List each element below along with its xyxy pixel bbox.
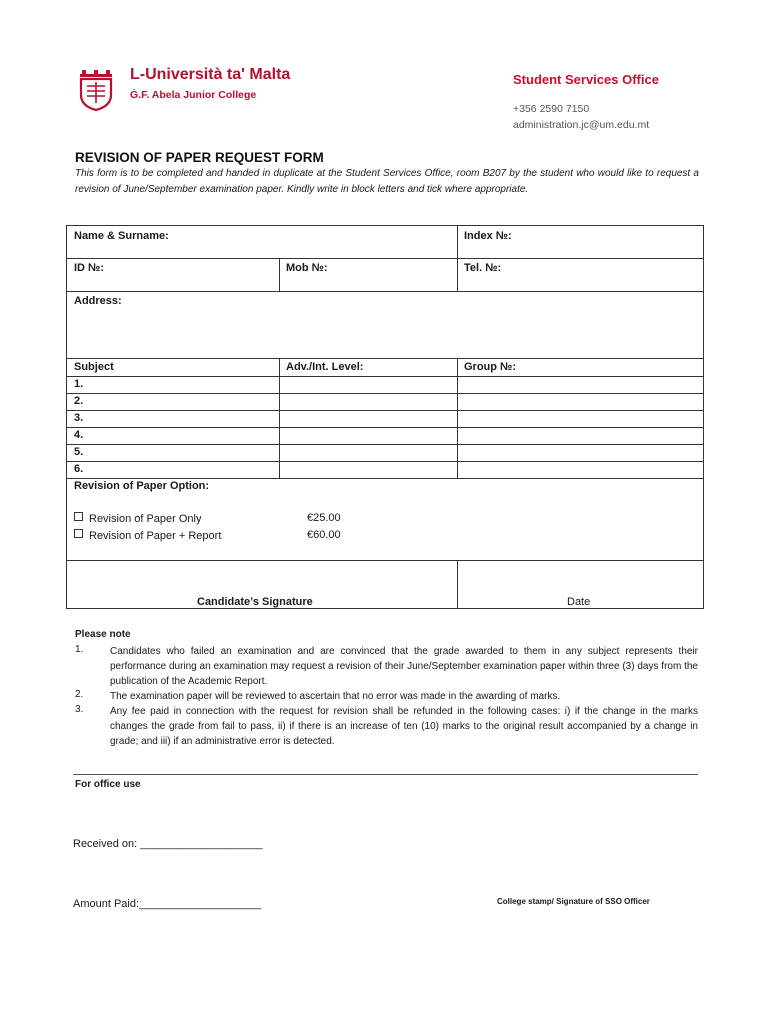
notes-heading: Please note — [75, 629, 131, 640]
tel-no-label: Tel. №: — [464, 262, 502, 274]
university-crest-logo — [79, 69, 113, 111]
form-title: REVISION OF PAPER REQUEST FORM — [75, 150, 324, 165]
office-use-heading: For office use — [75, 779, 141, 790]
option-label: Revision of Paper Only — [89, 513, 202, 525]
university-name: L-Università ta' Malta — [130, 66, 291, 83]
checkbox-icon — [74, 512, 83, 521]
subject-row-number: 4. — [74, 429, 84, 441]
note-text: The examination paper will be reviewed to ascertain that no error was made in the awarding of marks. — [110, 691, 561, 702]
candidate-signature-label: Candidate’s Signature — [197, 596, 313, 608]
office-phone: +356 2590 7150 — [513, 103, 590, 115]
office-title: Student Services Office — [513, 72, 659, 87]
subject-row-number: 1. — [74, 378, 84, 390]
note-text: Any fee paid in connection with the request for revision shall be refunded in the following cases: i) if the change in the marks changes the grade from fail to pass, ii) if there is an increase of ten (10) marks to the original result accompanied by a change in grade; and iii) if an administrative error is detected. — [110, 706, 698, 747]
college-stamp-label: College stamp/ Signature of SSO Officer — [497, 897, 650, 906]
date-label: Date — [567, 596, 591, 608]
office-use-divider — [73, 774, 698, 775]
subject-row-number: 2. — [74, 395, 84, 407]
option-paper-report-checkbox[interactable] — [74, 529, 221, 542]
address-label: Address: — [74, 295, 122, 307]
option-price: €60.00 — [307, 529, 341, 541]
option-price: €25.00 — [307, 512, 341, 524]
note-number: 2. — [75, 689, 84, 700]
form-instructions: This form is to be completed and handed in duplicate at the Student Services Office, room B207 by the student who would like to request a revision of June/September examination paper. Kindly write in block letters and tick where appropriate. — [75, 168, 699, 195]
note-number: 3. — [75, 704, 84, 715]
received-on-field: Received on: ____________________ — [73, 838, 263, 850]
level-label: Adv./Int. Level: — [286, 361, 364, 373]
index-no-label: Index №: — [464, 230, 512, 242]
checkbox-icon — [74, 529, 83, 538]
subject-row-number: 6. — [74, 463, 84, 475]
revision-option-label: Revision of Paper Option: — [74, 480, 210, 492]
note-text: Candidates who failed an examination and are convinced that the grade awarded to them in any subject represents their performance during an examination may request a revision of their June/September examination paper within three (3) days from the publication of the Academic Report. — [110, 646, 698, 687]
group-no-label: Group №: — [464, 361, 516, 373]
name-surname-label: Name & Surname: — [74, 230, 169, 242]
mob-no-label: Mob №: — [286, 262, 328, 274]
college-name: Ġ.F. Abela Junior College — [130, 89, 257, 101]
option-paper-only-checkbox[interactable] — [74, 512, 202, 525]
office-email-link[interactable]: administration.jc@um.edu.mt — [513, 119, 650, 131]
request-form-table — [66, 225, 704, 609]
subject-label: Subject — [74, 361, 114, 373]
id-no-label: ID №: — [74, 262, 104, 274]
subject-row-number: 3. — [74, 412, 84, 424]
option-label: Revision of Paper + Report — [89, 530, 222, 542]
subject-row-number: 5. — [74, 446, 84, 458]
amount-paid-field: Amount Paid:____________________ — [73, 898, 262, 910]
note-number: 1. — [75, 644, 84, 655]
